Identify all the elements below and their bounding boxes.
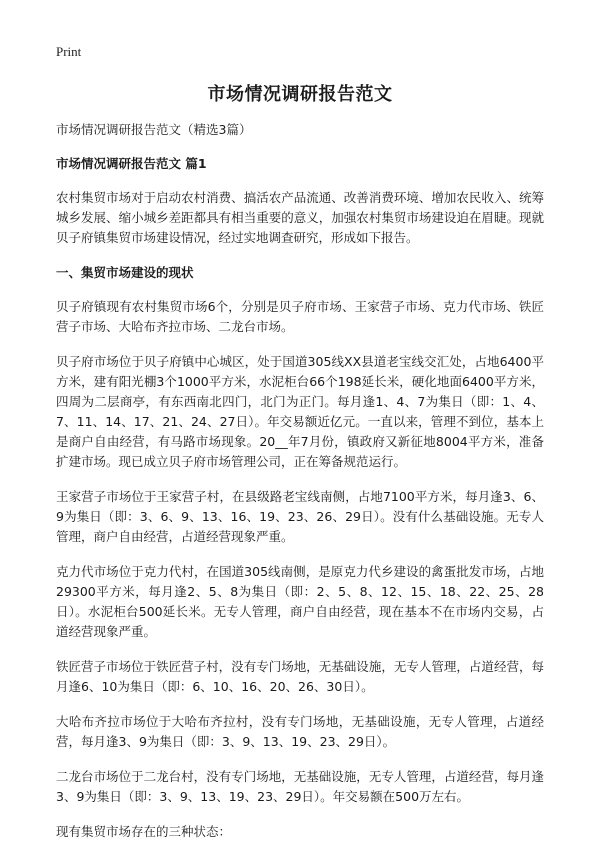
paragraph-three-states: 现有集贸市场存在的三种状态：	[56, 824, 232, 839]
document-title: 市场情况调研报告范文	[207, 84, 393, 105]
article-heading: 市场情况调研报告范文 篇1	[56, 156, 207, 171]
intro-paragraph: 农村集贸市场对于启动农村消费、搞活农产品流通、改善消费环境、增加农民收入、统筹城乡发展、缩小城乡差距都具有相当重要的意义，加强农村集贸市场建设迫在眉睫。现就贝子府镇集贸市场建设情况，经过实地调查研究，形成如下报告。	[56, 190, 544, 245]
print-link[interactable]: Print	[56, 44, 82, 59]
document-subtitle: 市场情况调研报告范文（精选3篇）	[56, 122, 252, 137]
paragraph-beizifu-market: 贝子府市场位于贝子府镇中心城区，处于国道305线XX县道老宝线交汇处，占地6400平方米，建有阳光棚3个1000平方米，水泥柜台66个198延长米，硬化地面6400平方米，四周为二层商亭，有东西南北四门，北门为正门。每月逢1、4、7为集日（即：1、4、7、11、14、17、21、24、27日）。年交易额近亿元。一直以来，管理不到位，基本上是商户自由经营，有马路市场现象。20__年7月份，镇政府又新征地8004平方米，准备扩建市场。现已成立贝子府市场管理公司，正在筹备规范运行。	[56, 354, 544, 469]
paragraph-tiejiangyingzi-market: 铁匠营子市场位于铁匠营子村，没有专门场地，无基础设施，无专人管理，占道经营，每月逢6、10为集日（即：6、10、16、20、26、30日）。	[56, 659, 544, 694]
paragraph-kelidai-market: 克力代市场位于克力代村，在国道305线南侧，是原克力代乡建设的禽蛋批发市场，占地29300平方米，每月逢2、5、8为集日（即：2、5、8、12、15、18、22、25、28日）。水泥柜台500延长米。无专人管理，商户自由经营，现在基本不在市场内交易，占道经营现象严重。	[56, 564, 544, 639]
paragraph-dahabuqila-market: 大哈布齐拉市场位于大哈布齐拉村，没有专门场地，无基础设施，无专人管理，占道经营，每月逢3、9为集日（即：3、9、13、19、23、29日）。	[56, 714, 544, 749]
paragraph-market-overview: 贝子府镇现有农村集贸市场6个，分别是贝子府市场、王家营子市场、克力代市场、铁匠营子市场、大哈布齐拉市场、二龙台市场。	[56, 299, 544, 334]
section-heading-current-status: 一、集贸市场建设的现状	[56, 265, 194, 280]
paragraph-erlongtai-market: 二龙台市场位于二龙台村，没有专门场地，无基础设施，无专人管理，占道经营，每月逢3、9为集日（即：3、9、13、19、23、29日）。年交易额在500万左右。	[56, 769, 544, 804]
paragraph-wangjiayingzi-market: 王家营子市场位于王家营子村，在县级路老宝线南侧，占地7100平方米，每月逢3、6、9为集日（即：3、6、9、13、16、19、23、26、29日）。没有什么基础设施。无专人管理，商户自由经营，占道经营现象严重。	[56, 489, 544, 544]
document-body	[56, 120, 544, 842]
